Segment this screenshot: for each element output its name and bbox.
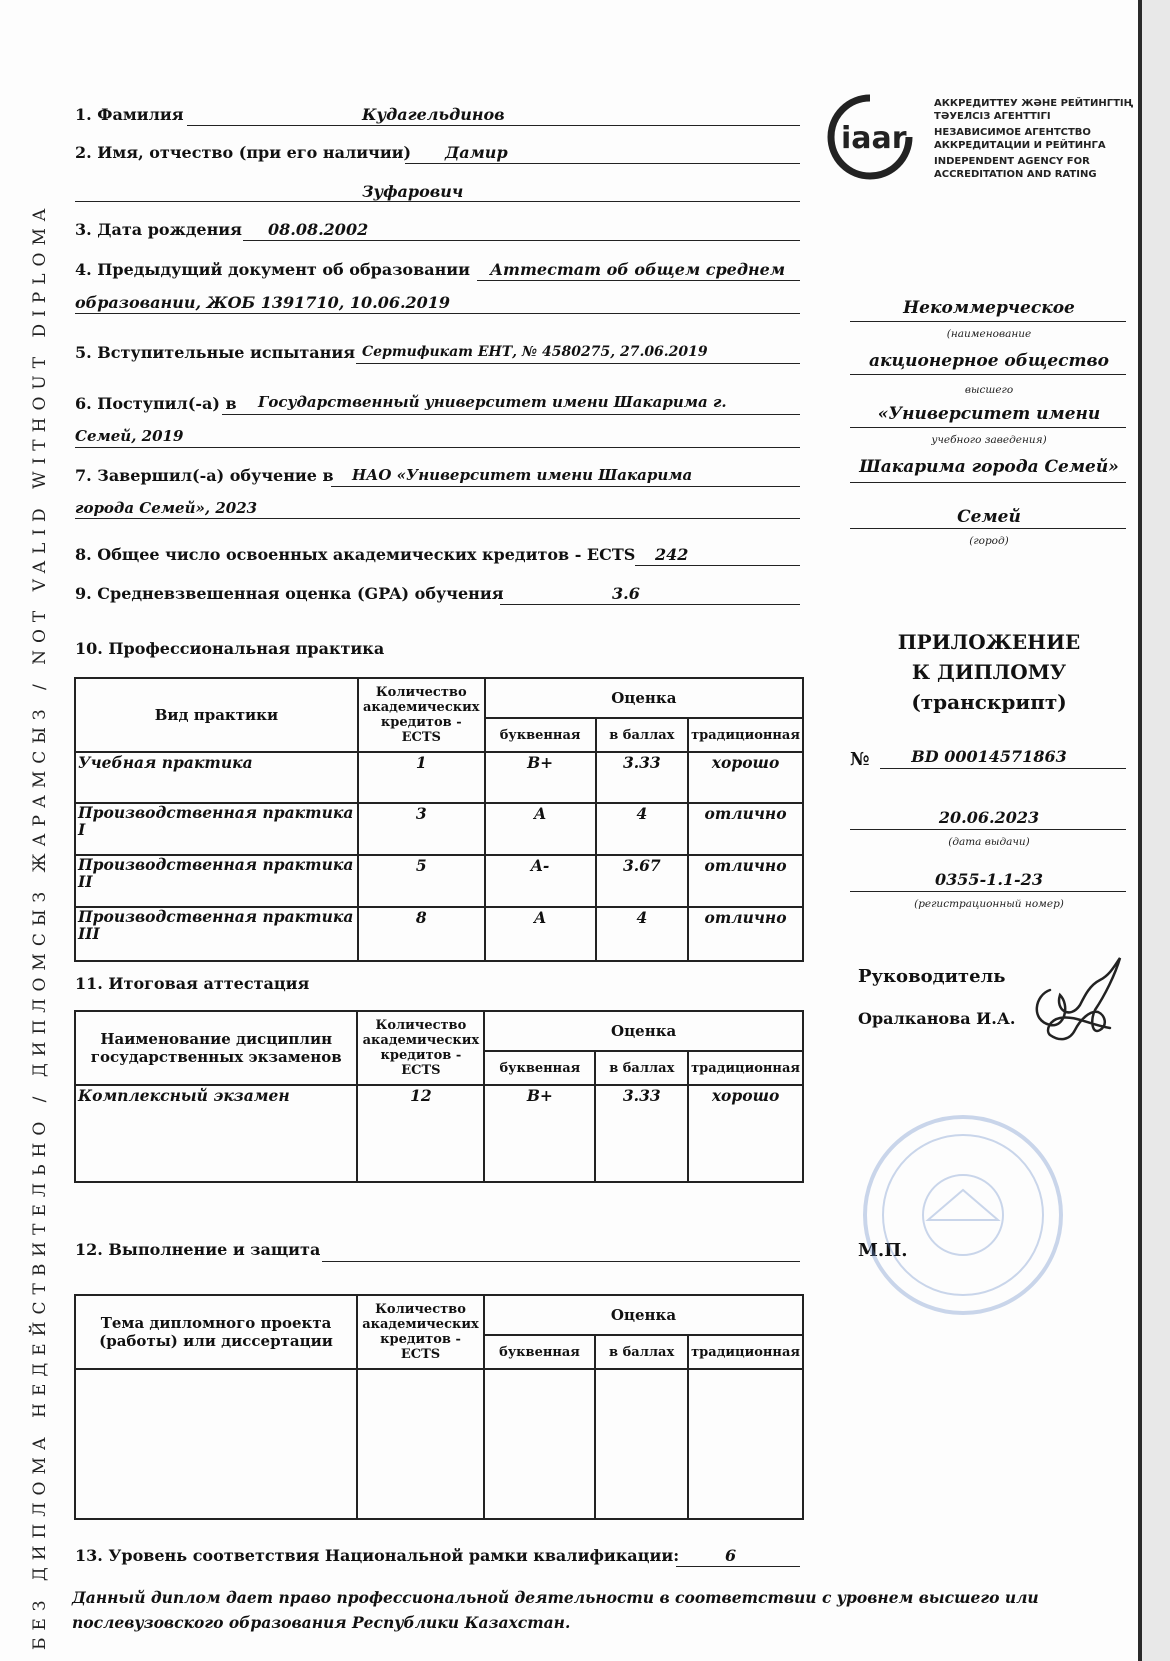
underline — [75, 201, 800, 202]
col-points: в баллах — [596, 718, 689, 752]
col-letter: буквенная — [484, 1335, 595, 1369]
completed-value-2: города Семей», 2023 — [75, 499, 258, 517]
table-row — [75, 1085, 803, 1182]
enrolled-value-2: Семей, 2019 — [75, 427, 184, 445]
table-row — [75, 752, 803, 803]
practice-letter: A — [485, 907, 596, 961]
prev-doc-value-1: Аттестат об общем среднем — [490, 260, 786, 279]
practice-points: 3.67 — [596, 855, 689, 907]
entrance-label: 5. Вступительные испытания — [75, 343, 356, 362]
practice-trad: отлично — [688, 907, 803, 961]
org-line-1: Некоммерческое — [903, 298, 1075, 318]
practice-letter: A — [485, 803, 596, 855]
col-grade: Оценка — [485, 678, 803, 718]
credits-value: 242 — [655, 545, 689, 564]
practice-name: Учебная практика — [75, 752, 358, 803]
underline — [880, 768, 1126, 769]
seal-stamp-icon — [858, 1110, 1068, 1320]
prev-doc-value-2: образовании, ЖОБ 1391710, 10.06.2019 — [75, 293, 451, 312]
practice-points: 4 — [596, 803, 689, 855]
gpa-value: 3.6 — [612, 584, 640, 603]
city-caption: (город) — [969, 535, 1009, 547]
col-trad: традиционная — [688, 1051, 803, 1085]
underline — [850, 321, 1126, 322]
col-points: в баллах — [595, 1051, 688, 1085]
practice-heading: 10. Профессиональная практика — [75, 639, 385, 658]
enrolled-value-1: Государственный университет имени Шакарима г. — [258, 393, 727, 411]
underline — [850, 482, 1126, 483]
iaar-logo-icon — [825, 92, 915, 182]
title-line-2: К ДИПЛОМУ — [911, 660, 1067, 684]
underline — [850, 829, 1126, 830]
number-label: № — [850, 749, 870, 770]
practice-points: 3.33 — [596, 752, 689, 803]
col-points: в баллах — [595, 1335, 688, 1369]
reg-number-value: 0355-1.1-23 — [935, 870, 1043, 889]
practice-points: 4 — [596, 907, 689, 961]
table-row — [75, 803, 803, 855]
col-credits: Количество академических кредитов - ECTS — [357, 1295, 484, 1369]
practice-table — [74, 677, 804, 962]
attestation-heading: 11. Итоговая аттестация — [75, 974, 310, 993]
org-caption-1: (наименование — [946, 328, 1032, 340]
entrance-value: Сертификат ЕНТ, № 4580275, 27.06.2019 — [362, 344, 708, 360]
exam-trad: хорошо — [688, 1085, 803, 1182]
org-line-3: «Университет имени — [877, 404, 1101, 424]
underline — [75, 447, 800, 448]
surname-value: Кудагельдинов — [362, 105, 505, 124]
underline — [405, 163, 800, 164]
attestation-table — [74, 1010, 804, 1183]
svg-text:iaar: iaar — [841, 121, 907, 156]
org-line-4: Шакарима города Семей» — [859, 457, 1119, 477]
head-label: Руководитель — [858, 966, 1006, 987]
col-grade: Оценка — [484, 1295, 803, 1335]
underline — [850, 374, 1126, 375]
underline — [356, 363, 800, 364]
side-validity-text: БЕЗ ДИПЛОМА НЕДЕЙСТВИТЕЛЬНО / ДИПЛОМСЫЗ ЖАРАМСЫЗ / NOT VALID WITHOUT DIPLOMA — [30, 201, 50, 1650]
underline — [331, 486, 800, 487]
number-value: BD 00014571863 — [911, 747, 1067, 766]
issue-date-value: 20.06.2023 — [938, 808, 1040, 827]
exam-name: Комплексный экзамен — [75, 1085, 357, 1182]
completed-value-1: НАО «Университет имени Шакарима — [352, 466, 693, 484]
underline — [187, 125, 800, 126]
col-credits: Количество академических кредитов - ECTS — [358, 678, 485, 752]
city-value: Семей — [957, 507, 1021, 527]
underline — [635, 565, 800, 566]
underline — [75, 518, 800, 519]
underline — [222, 414, 800, 415]
dob-label: 3. Дата рождения — [75, 220, 242, 239]
surname-label: 1. Фамилия — [75, 105, 184, 124]
name-value: Дамир — [445, 143, 508, 162]
table-row — [75, 1369, 803, 1519]
practice-name: Производственная практика III — [75, 907, 358, 961]
practice-letter: B+ — [485, 752, 596, 803]
col-trad: традиционная — [688, 1335, 803, 1369]
title-line-3: (транскрипт) — [911, 690, 1067, 714]
col-credits: Количество академических кредитов - ECTS — [357, 1011, 484, 1085]
thesis-table — [74, 1294, 804, 1520]
practice-trad: отлично — [688, 855, 803, 907]
seal-label: М.П. — [858, 1240, 908, 1261]
underline — [322, 1261, 800, 1262]
patronymic-value: Зуфарович — [362, 182, 464, 201]
underline — [676, 1566, 800, 1567]
practice-credits: 3 — [358, 803, 485, 855]
nrk-label: 13. Уровень соответствия Национальной рамки квалификации: — [75, 1546, 680, 1565]
practice-trad: отлично — [688, 803, 803, 855]
title-line-1: ПРИЛОЖЕНИЕ — [897, 630, 1081, 654]
credits-label: 8. Общее число освоенных академических кредитов - ECTS — [75, 545, 636, 564]
underline — [243, 240, 800, 241]
table-row — [75, 855, 803, 907]
name-label: 2. Имя, отчество (при его наличии) — [75, 143, 412, 162]
underline — [850, 891, 1126, 892]
practice-letter: A- — [485, 855, 596, 907]
exam-points: 3.33 — [595, 1085, 688, 1182]
completed-label: 7. Завершил(-а) обучение в — [75, 466, 334, 485]
underline — [500, 604, 800, 605]
signature-icon — [1020, 950, 1130, 1060]
reg-number-caption: (регистрационный номер) — [914, 898, 1064, 910]
underline — [477, 280, 800, 281]
scan-edge — [1142, 0, 1170, 1661]
nrk-value: 6 — [725, 1546, 737, 1565]
exam-credits: 12 — [357, 1085, 484, 1182]
logo-caption: АККРЕДИТТЕУ ЖӘНЕ РЕЙТИНГТІҢ ТӘУЕЛСІЗ АГЕНТТІГІ НЕЗАВИСИМОЕ АГЕНТСТВО АККРЕДИТАЦИИ И РЕЙТИНГА INDEPENDENT AGENCY FOR ACCREDITATION AND RATING — [934, 98, 1134, 180]
table-row — [75, 907, 803, 961]
col-letter: буквенная — [485, 718, 596, 752]
practice-credits: 8 — [358, 907, 485, 961]
practice-name: Производственная практика II — [75, 855, 358, 907]
issue-date-caption: (дата выдачи) — [948, 836, 1030, 848]
org-line-2: акционерное общество — [869, 351, 1109, 371]
col-exam-name: Наименование дисциплин государственных экзаменов — [75, 1011, 357, 1085]
col-thesis-name: Тема дипломного проекта (работы) или диссертации — [75, 1295, 357, 1369]
head-name: Оралканова И.А. — [858, 1009, 1016, 1028]
col-practice-type: Вид практики — [75, 678, 358, 752]
enrolled-label: 6. Поступил(-а) в — [75, 394, 237, 413]
prev-doc-label: 4. Предыдущий документ об образовании — [75, 260, 471, 279]
org-caption-3: учебного заведения) — [931, 434, 1047, 446]
org-caption-2: высшего — [964, 384, 1014, 396]
practice-trad: хорошо — [688, 752, 803, 803]
footer-note: Данный диплом дает право профессиональной деятельности в соответствии с уровнем высшего или послевузовского образования Республики Казахстан. — [72, 1588, 1039, 1632]
practice-credits: 1 — [358, 752, 485, 803]
document-title — [854, 627, 1124, 717]
dob-value: 08.08.2002 — [268, 220, 369, 239]
col-trad: традиционная — [688, 718, 803, 752]
gpa-label: 9. Средневзвешенная оценка (GPA) обучения — [75, 584, 504, 603]
thesis-heading: 12. Выполнение и защита — [75, 1240, 321, 1259]
underline — [850, 427, 1126, 428]
practice-name: Производственная практика I — [75, 803, 358, 855]
col-grade: Оценка — [484, 1011, 803, 1051]
underline — [850, 528, 1126, 529]
col-letter: буквенная — [484, 1051, 595, 1085]
underline — [75, 313, 800, 314]
exam-letter: B+ — [484, 1085, 595, 1182]
practice-credits: 5 — [358, 855, 485, 907]
